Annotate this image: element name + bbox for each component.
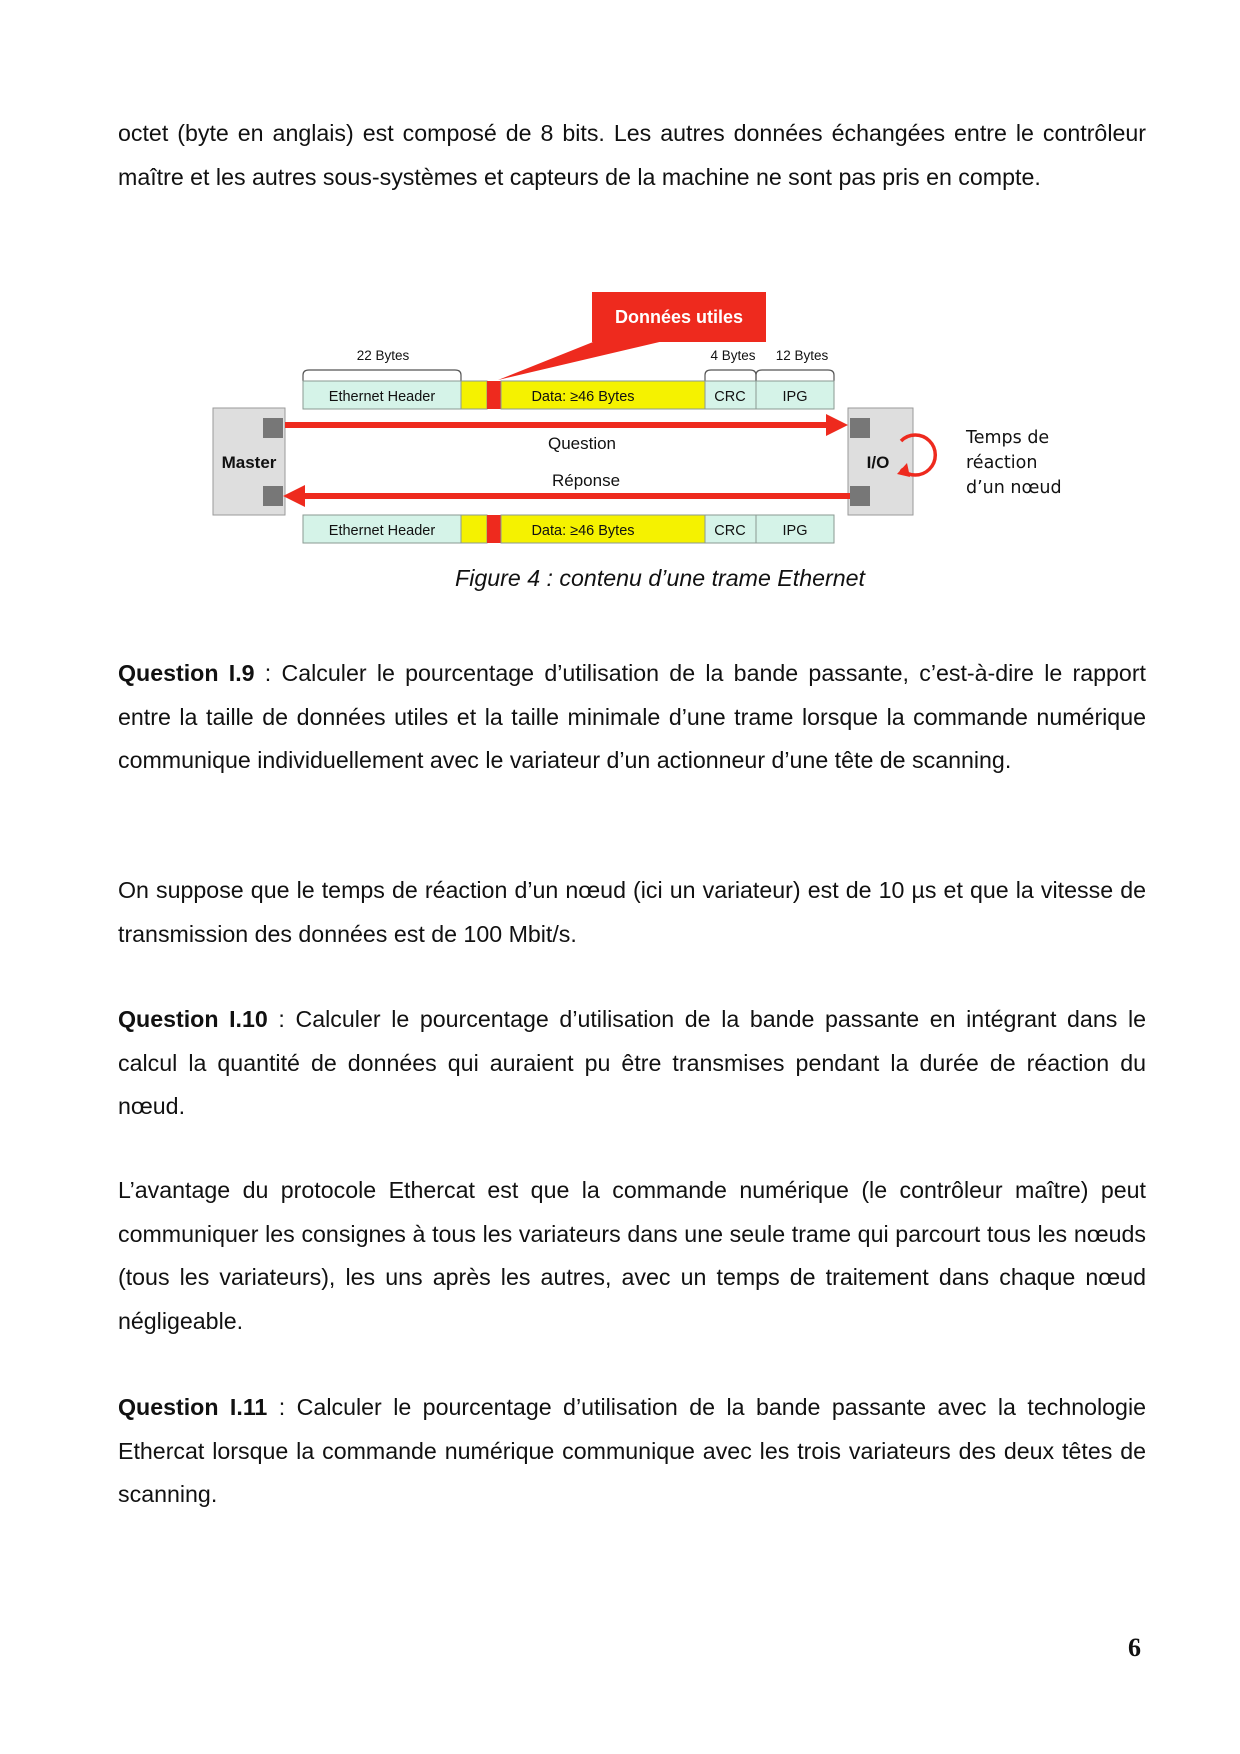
top-red-field: [487, 381, 501, 409]
top-crc-label: CRC: [714, 389, 746, 405]
bytes-crc-label: 4 Bytes: [710, 348, 756, 363]
figure-caption: Figure 4 : contenu d’une trame Ethernet: [455, 565, 865, 591]
reponse-label: Réponse: [551, 471, 621, 490]
master-label: Master: [221, 453, 277, 472]
bottom-red-field: [487, 515, 501, 543]
question-label: Question: [547, 434, 617, 453]
question-i10-label: Question I.10: [118, 1006, 268, 1032]
brace-header: [303, 370, 461, 381]
bytes-ipg-label: 12 Bytes: [775, 348, 829, 363]
question-i10: [118, 998, 1146, 1129]
io-port-bottom: [850, 486, 870, 506]
top-yellow-field: [461, 381, 487, 409]
bottom-yellow-field: [461, 515, 487, 543]
top-header-label: Ethernet Header: [328, 389, 436, 405]
master-port-top: [263, 418, 283, 438]
bottom-frame: [303, 515, 834, 543]
top-ipg-label: IPG: [782, 389, 808, 405]
page-number: 6: [1128, 1633, 1141, 1662]
bottom-header-label: Ethernet Header: [328, 523, 436, 539]
bottom-crc-label: CRC: [714, 523, 746, 539]
top-frame: [303, 381, 834, 409]
question-arrowhead: [826, 414, 848, 436]
question-i11: [118, 1386, 1146, 1517]
reaction-time-label: [966, 426, 1062, 501]
question-i10-text: : Calculer le pourcentage d’utilisation de la bande passante en intégrant dans le calcul la quantité de données qui auraient pu être transmises pendant la durée de réaction du nœud.: [118, 1006, 1146, 1119]
brace-ipg: [756, 370, 834, 381]
bottom-data-label: Data: ≥46 Bytes: [531, 523, 635, 539]
hypothesis-paragraph: [118, 869, 1146, 956]
ethercat-paragraph: [118, 1169, 1146, 1343]
reponse-arrowhead: [283, 485, 305, 507]
bottom-ipg-label: IPG: [782, 523, 808, 539]
bytes-header-label: 22 Bytes: [356, 348, 410, 363]
question-i9-text: : Calculer le pourcentage d’utilisation de la bande passante, c’est-à-dire le rapport entre la taille de données utiles et la taille minimale d’une trame lorsque la commande numérique communique individuellement avec le variateur d’un actionneur d’une tête de scanning.: [118, 660, 1146, 773]
question-i9-label: Question I.9: [118, 660, 255, 686]
brace-crc: [705, 370, 756, 381]
top-data-label: Data: ≥46 Bytes: [531, 389, 635, 405]
question-i11-text: : Calculer le pourcentage d’utilisation de la bande passante avec la technologie Ethercat lorsque la commande numérique communique avec les trois variateurs des deux têtes de scanning.: [118, 1394, 1146, 1507]
reaction-line-2: réaction: [966, 453, 1038, 473]
master-port-bottom: [263, 486, 283, 506]
question-i11-label: Question I.11: [118, 1394, 268, 1420]
io-label: I/O: [866, 453, 890, 472]
reaction-line-1: Temps de: [966, 428, 1050, 448]
callout-pointer: [498, 340, 668, 380]
reaction-line-3: d’un nœud: [966, 478, 1062, 498]
hypothesis-text: On suppose que le temps de réaction d’un nœud (ici un variateur) est de 10 µs et que la vitesse de transmission des données est de 100 Mbit/s.: [118, 877, 1146, 947]
question-i9: [118, 652, 1146, 783]
intro-text: octet (byte en anglais) est composé de 8 bits. Les autres données échangées entre le contrôleur maître et les autres sous-systèmes et capteurs de la machine ne sont pas pris en compte.: [118, 120, 1146, 190]
callout-label: Données utiles: [614, 307, 744, 327]
io-port-top: [850, 418, 870, 438]
ethercat-text: L’avantage du protocole Ethercat est que la commande numérique (le contrôleur maître) peut communiquer les consignes à tous les variateurs dans une seule trame qui parcourt tous les nœuds (tous les variateurs), les uns après les autres, avec un temps de traitement dans chaque nœud négligeable.: [118, 1177, 1146, 1334]
